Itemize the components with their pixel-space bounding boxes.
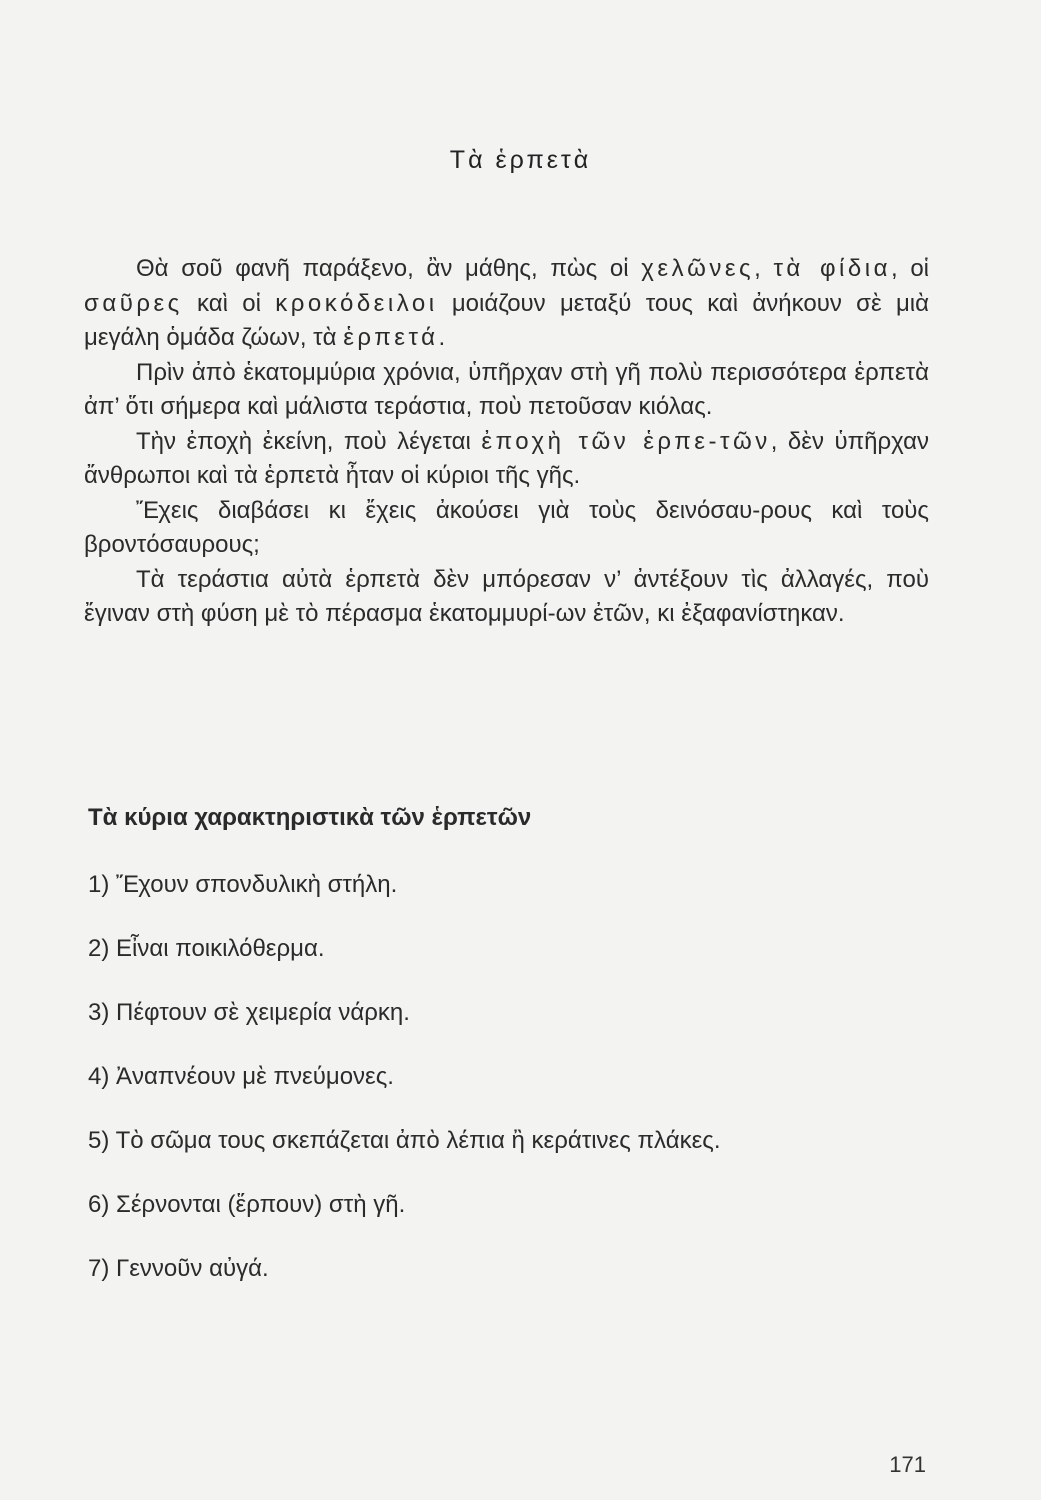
list-item: 4) Ἀναπνέουν μὲ πνεύμονες.: [88, 1063, 394, 1090]
characteristics-list: [88, 868, 721, 1316]
list-item: 6) Σέρνονται (ἕρπουν) στὴ γῆ.: [88, 1191, 406, 1218]
list-item: 3) Πέφτουν σὲ χειμερία νάρκη.: [88, 999, 410, 1026]
paragraph-1: Θὰ σοῦ φανῆ παράξενο, ἂν μάθης, πὼς οἱ χελῶνες, τὰ φίδια, οἱ σαῦρες καὶ οἱ κροκόδειλοι μοιάζουν μεταξύ τους καὶ ἀνήκουν σὲ μιὰ μεγάλη ὁμάδα ζώων, τὰ ἑρπετά.: [84, 255, 930, 351]
list-item: 7) Γεννοῦν αὐγά.: [88, 1255, 269, 1282]
page-number: 171: [889, 1452, 926, 1477]
spaced-term-reptiles: ἑρπετά: [343, 324, 439, 351]
list-item: 2) Εἶναι ποικιλόθερμα.: [88, 935, 325, 962]
paragraph-2: Πρὶν ἀπὸ ἑκατομμύρια χρόνια, ὑπῆρχαν στὴ γῆ πολὺ περισσότερα ἑρπετὰ ἀπ’ ὅτι σήμερα καὶ μάλιστα τεράστια, ποὺ πετοῦσαν κιόλας.: [84, 358, 929, 420]
page-title: Τὰ ἑρπετὰ: [449, 146, 592, 174]
spaced-term-turtles: χελῶνες: [641, 255, 755, 282]
body-text: [84, 252, 929, 632]
spaced-term-lizards: σαῦρες: [84, 289, 183, 317]
paragraph-3: Τὴν ἐποχὴ ἐκείνη, ποὺ λέγεται ἐποχὴ τῶν ἑρπε-τῶν, δὲν ὑπῆρχαν ἄνθρωποι καὶ τὰ ἑρπετὰ ἦταν οἱ κύριοι τῆς γῆς.: [84, 427, 930, 489]
paragraph-4: Ἔχεις διαβάσει κι ἔχεις ἀκούσει γιὰ τοὺς δεινόσαυ-ρους καὶ τοὺς βροντόσαυρους;: [84, 496, 929, 558]
spaced-term-crocodiles: κροκόδειλοι: [275, 289, 438, 317]
paragraph-5: Τὰ τεράστια αὐτὰ ἑρπετὰ δὲν μπόρεσαν ν’ ἀντέξουν τὶς ἀλλαγές, ποὺ ἔγιναν στὴ φύση μὲ τὸ πέρασμα ἑκατομμυρί-ων ἐτῶν, κι ἐξαφανίστηκαν.: [84, 565, 929, 627]
list-item: 1) Ἔχουν σπονδυλικὴ στήλη.: [88, 871, 398, 898]
list-item: 5) Τὸ σῶμα τους σκεπάζεται ἀπὸ λέπια ἢ κεράτινες πλάκες.: [88, 1127, 721, 1154]
spaced-term-snakes: τὰ φίδια: [773, 255, 891, 282]
section-title: Τὰ κύρια χαρακτηριστικὰ τῶν ἑρπετῶν: [88, 804, 532, 831]
spaced-term-age-of-reptiles: ἐποχὴ τῶν ἑρπε-τῶν: [481, 427, 771, 455]
